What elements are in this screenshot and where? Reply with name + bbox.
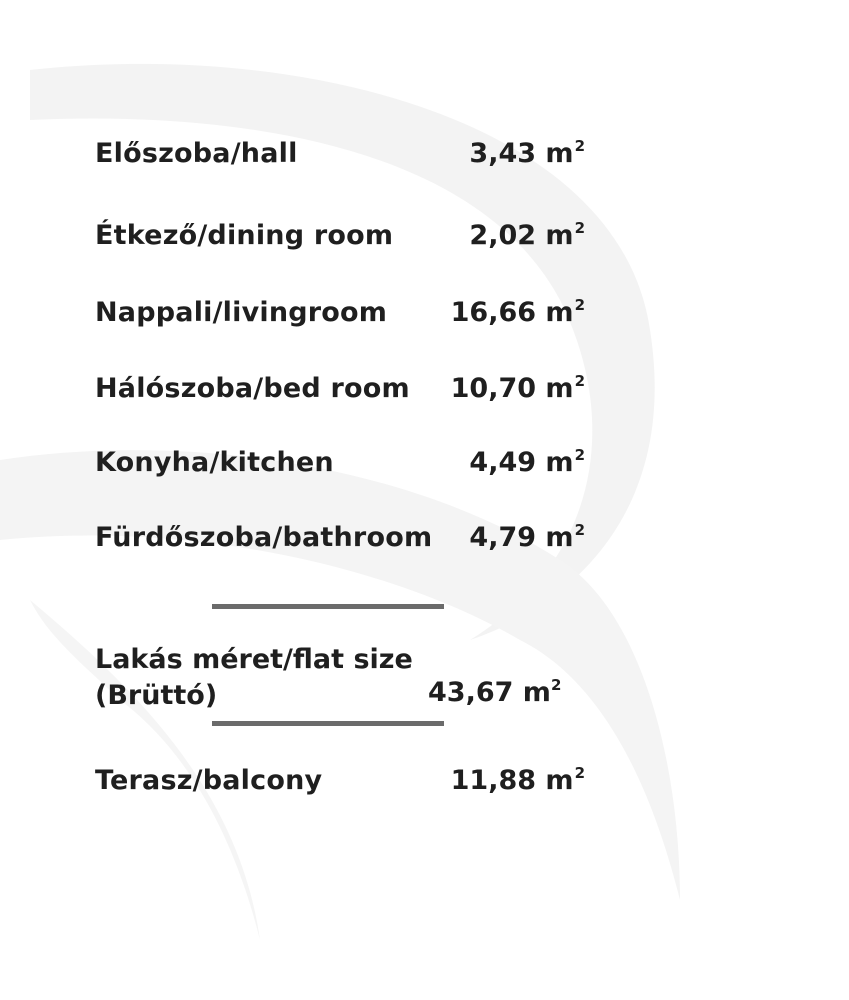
room-area: 4,49 $m^2$ bbox=[469, 446, 585, 478]
room-name: Fürdőszoba/bathroom bbox=[95, 521, 433, 553]
room-row-living bbox=[95, 292, 585, 332]
room-area: 10,70 $m^2$ bbox=[450, 372, 585, 404]
total-label-line1: Lakás méret/flat size bbox=[95, 644, 413, 675]
room-name: Hálószoba/bed room bbox=[95, 372, 410, 404]
divider-top bbox=[212, 604, 444, 609]
room-row-bathroom bbox=[95, 517, 585, 557]
room-area: 2,02 $m^2$ bbox=[469, 219, 585, 251]
balcony-name: Terasz/balcony bbox=[95, 764, 323, 796]
room-area: 16,66 $m^2$ bbox=[450, 296, 585, 328]
room-name: Étkező/dining room bbox=[95, 219, 394, 251]
room-row-kitchen bbox=[95, 442, 585, 482]
room-area: 4,79 $m^2$ bbox=[469, 521, 585, 553]
room-name: Nappali/livingroom bbox=[95, 296, 388, 328]
balcony-row bbox=[95, 760, 585, 800]
total-area: 43,67 $m^2$ bbox=[428, 676, 562, 708]
room-name: Előszoba/hall bbox=[95, 137, 298, 169]
balcony-area: 11,88 $m^2$ bbox=[450, 764, 585, 796]
room-row-hall bbox=[95, 133, 585, 173]
total-label-line2: (Brüttó) bbox=[95, 680, 218, 711]
room-area: 3,43 $m^2$ bbox=[469, 137, 585, 169]
room-name: Konyha/kitchen bbox=[95, 446, 334, 478]
room-row-dining bbox=[95, 215, 585, 255]
room-row-bedroom bbox=[95, 368, 585, 408]
divider-bottom bbox=[212, 721, 444, 726]
